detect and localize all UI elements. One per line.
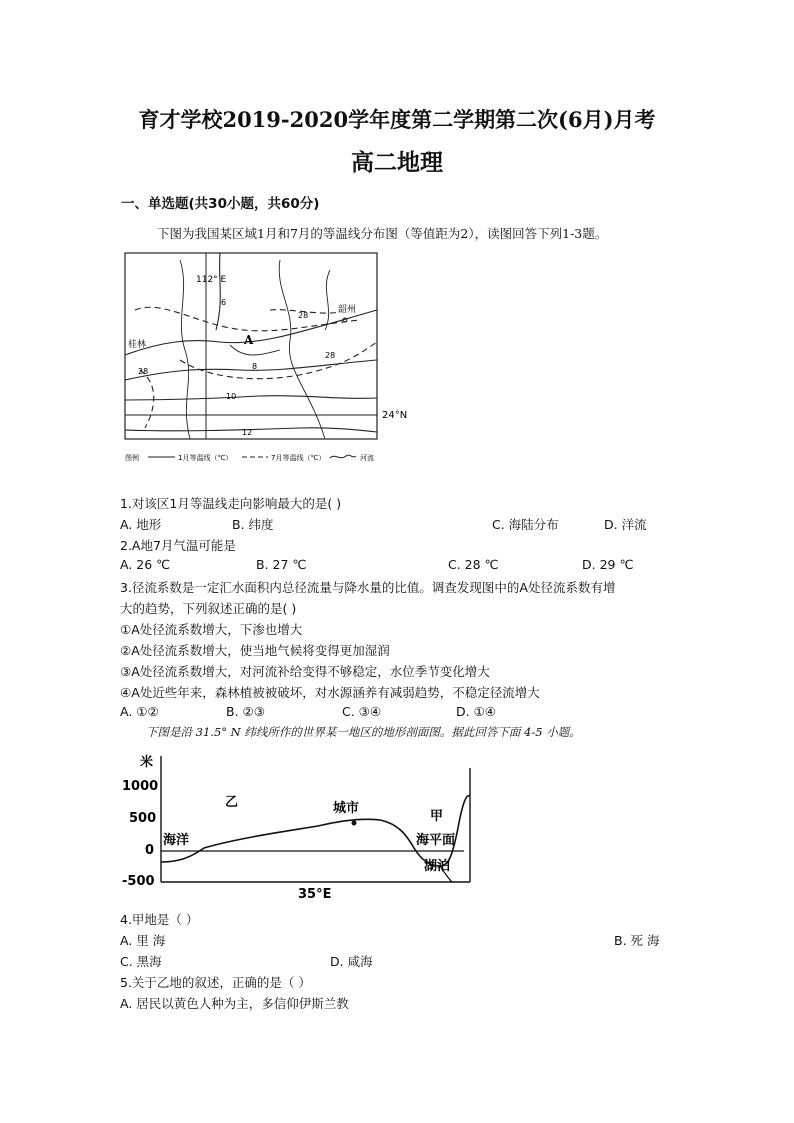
q2-stem: 2.A地7月气温可能是	[120, 538, 236, 553]
q1-option-d[interactable]: D. 洋流	[604, 517, 647, 532]
lon-label: 112° E	[196, 275, 227, 285]
q3-statement-1: ①A处径流系数增大，下渗也增大	[120, 622, 303, 637]
legend-river: 河流	[360, 454, 374, 462]
q3-statement-4: ④A处近些年来，森林植被被破坏，对水源涵养有减弱趋势，不稳定径流增大	[120, 685, 540, 700]
point-a-label: A	[244, 333, 254, 347]
isotherm-label-12: 12	[242, 428, 253, 437]
x-axis-label: 35°E	[298, 887, 332, 902]
isotherm-label-6: 6	[221, 298, 227, 307]
legend-prefix: 图例	[125, 454, 139, 462]
q1-stem: 1.对该区1月等温线走向影响最大的是( )	[120, 496, 342, 511]
legend-jan: 1月等温线（℃）	[178, 454, 233, 462]
lat-label: 24°N	[382, 410, 408, 421]
q5-option-a[interactable]: A. 居民以黄色人种为主，多信仰伊斯兰教	[120, 996, 349, 1011]
section-heading: 一、单选题(共30小题，共60分)	[121, 196, 320, 212]
profile-unit-label: 米	[140, 755, 154, 770]
isotherm-label-28a: 28	[298, 311, 309, 320]
tick-minus-500: -500	[122, 874, 155, 889]
page-title: 育才学校2019-2020学年度第二学期第二次(6月)月考	[138, 107, 656, 132]
q2-option-c[interactable]: C. 28 ℃	[448, 557, 499, 572]
q3-option-a[interactable]: A. ①②	[120, 704, 159, 719]
map-intro-text: 下图为我国某区域1月和7月的等温线分布图（等值距为2），读图回答下列1-3题。	[157, 226, 608, 241]
q2-option-b[interactable]: B. 27 ℃	[256, 557, 307, 572]
isotherm-label-8: 8	[252, 362, 258, 371]
label-jia: 甲	[430, 809, 444, 824]
label-ocean: 海洋	[163, 833, 190, 848]
city-guilin-label: 桂林	[128, 340, 147, 350]
isotherm-map	[120, 250, 408, 468]
q1-option-c[interactable]: C. 海陆分布	[492, 517, 559, 532]
q1-option-a[interactable]: A. 地形	[120, 517, 162, 532]
q3-statement-2: ②A处径流系数增大，使当地气候将变得更加湿润	[120, 643, 390, 658]
q4-option-d[interactable]: D. 咸海	[330, 954, 373, 969]
label-sealevel: 海平面	[416, 833, 456, 848]
tick-500: 500	[129, 811, 157, 826]
q4-option-c[interactable]: C. 黑海	[120, 954, 162, 969]
q4-stem: 4.甲地是（ ）	[120, 912, 199, 927]
q2-option-d[interactable]: D. 29 ℃	[582, 557, 634, 572]
q3-option-c[interactable]: C. ③④	[342, 704, 382, 719]
q3-option-d[interactable]: D. ①④	[456, 704, 496, 719]
q3-stem-line1: 3.径流系数是一定汇水面积内总径流量与降水量的比值。调查发现图中的A处径流系数有增	[120, 580, 616, 595]
q5-stem: 5.关于乙地的叙述，正确的是（ ）	[120, 975, 311, 990]
legend-jul: 7月等温线（℃）	[271, 454, 326, 462]
q4-option-b[interactable]: B. 死 海	[614, 933, 660, 948]
terrain-profile	[118, 748, 484, 904]
isotherm-label-28b: 28	[325, 351, 336, 360]
q1-option-b[interactable]: B. 纬度	[232, 517, 274, 532]
q3-stem-line2: 大的趋势，下列叙述正确的是( )	[120, 601, 297, 616]
q3-option-b[interactable]: B. ②③	[226, 704, 265, 719]
q2-option-a[interactable]: A. 26 ℃	[120, 557, 171, 572]
tick-0: 0	[145, 843, 155, 858]
page-subtitle: 高二地理	[351, 149, 443, 176]
label-lake: 湖泊	[424, 859, 451, 874]
tick-1000: 1000	[122, 779, 159, 794]
label-city: 城市	[333, 801, 360, 816]
city-shaozhou-label: 韶州	[338, 305, 357, 315]
q4-option-a[interactable]: A. 里 海	[120, 933, 166, 948]
label-yi: 乙	[225, 795, 239, 810]
isotherm-label-28c: 28	[138, 367, 149, 376]
profile-intro-text: 下图是沿 31.5° N 纬线所作的世界某一地区的地形剖面图。据此回答下面 4-5 小题。	[146, 725, 581, 739]
isotherm-label-10: 10	[226, 392, 237, 401]
q3-statement-3: ③A处径流系数增大，对河流补给变得不够稳定，水位季节变化增大	[120, 664, 490, 679]
